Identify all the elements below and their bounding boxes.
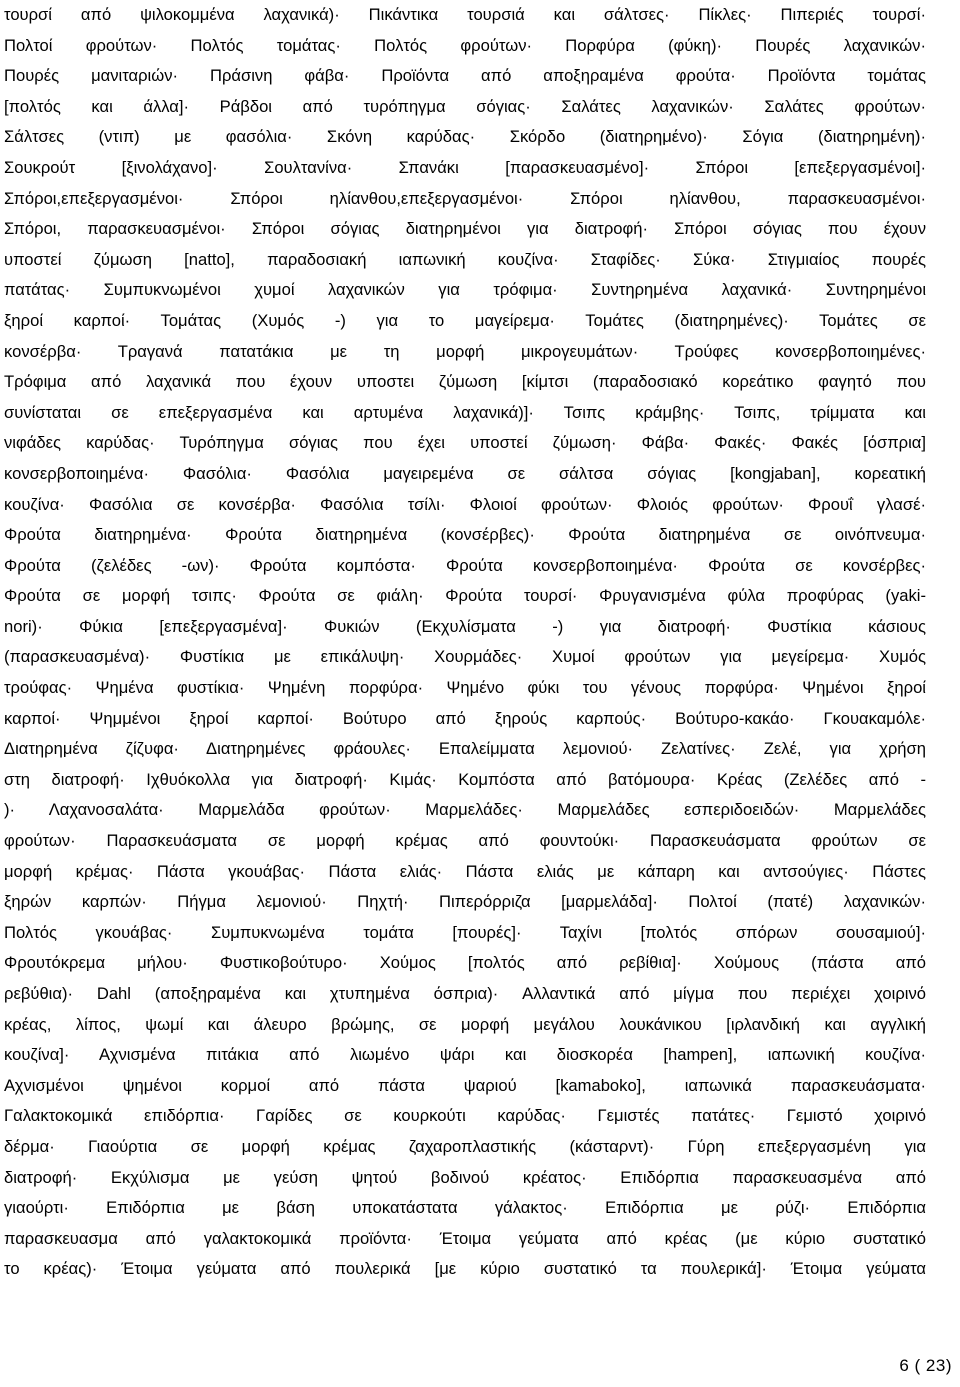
text-line: υποστεί ζύμωση [natto], παραδοσιακή ιαπωνική κουζίνα· Σταφίδες· Σύκα· Στιγμιαίος πουρές	[4, 249, 926, 269]
text-line: Σπόροι, παρασκευασμένοι· Σπόροι σόγιας διατηρημένοι για διατροφή· Σπόροι σόγιας που έχουν	[4, 219, 926, 239]
text-line: κρέας, λίπος, ψωμί και άλευρο βρώμης, σε μορφή μεγάλου λουκάνικου [ιρλανδική και αγγλική	[4, 1014, 926, 1034]
text-line: Γαλακτοκομικά επιδόρπια· Γαρίδες σε κουρκούτι καρύδας· Γεμιστές πατάτες· Γεμιστό χοιρινό	[4, 1106, 926, 1126]
text-line: Αχνισμένοι ψημένοι κορμοί από πάστα ψαριού [kamaboko], ιαπωνικά παρασκευάσματα·	[4, 1075, 926, 1095]
text-line: Σουκρούτ [ξινολάχανο]· Σουλτανίνα· Σπανάκι [παρασκευασμένο]· Σπόροι [επεξεργασμένοι]·	[4, 157, 926, 177]
text-line: τρούφας· Ψημένα φυστίκια· Ψημένη πορφύρα· Ψημένο φύκι του γένους πορφύρα· Ψημένοι ξηροί	[4, 678, 926, 698]
document-page	[4, 0, 926, 1285]
text-line: (παρασκευασμένα)· Φυστίκια με επικάλυψη· Χουρμάδες· Χυμοί φρούτων για μεγείρεμα· Χυμός	[4, 647, 926, 667]
text-line: Τρόφιμα από λαχανικά που έχουν υποστει ζύμωση [κίμτσι (παραδοσιακό κορεάτικο φαγητό που	[4, 372, 926, 392]
page-number: 6 ( 23)	[899, 1356, 952, 1375]
text-line: καρποί· Ψημμένοι ξηροί καρποί· Βούτυρο από ξηρούς καρπούς· Βούτυρο-κακάο· Γκουακαμόλε·	[4, 708, 926, 728]
text-line: τουρσί από ψιλοκομμένα λαχανικά)· Πικάντικα τουρσιά και σάλτσες· Πίκλες· Πιπεριές τουρσί·	[4, 5, 926, 24]
text-line: πατάτας· Συμπυκνωμένοι χυμοί λαχανικών για τρόφιμα· Συντηρημένα λαχανικά· Συντηρημένοι	[4, 280, 926, 300]
text-line: Φρούτα (ζελέδες -ων)· Φρούτα κομπόστα· Φρούτα κονσερβοποιημένα· Φρούτα σε κονσέρβες·	[4, 555, 926, 575]
text-line: νιφάδες καρύδας· Τυρόπηγμα σόγιας που έχει υποστεί ζύμωση· Φάβα· Φακές· Φακές [όσπρια]	[4, 433, 926, 453]
text-line: Σπόροι,επεξεργασμένοι· Σπόροι ηλίανθου,επεξεργασμένοι· Σπόροι ηλίανθου, παρασκευασμένοι·	[4, 188, 926, 208]
body-text	[4, 0, 926, 1285]
text-line: ρεβύθια)· Dahl (αποξηραμένα και χτυπημένα όσπρια)· Αλλαντικά από μίγμα που περιέχει χοιρινό	[4, 984, 926, 1003]
text-line: Φρούτα σε μορφή τσιπς· Φρούτα σε φιάλη· Φρούτα τουρσί· Φρυγανισμένα φύλα προφύρας (yaki-	[4, 586, 926, 606]
text-line: Σάλτσες (ντιπ) με φασόλια· Σκόνη καρύδας· Σκόρδο (διατηρημένο)· Σόγια (διατηρημένη)·	[4, 127, 926, 147]
text-line: στη διατροφή· Ιχθυόκολλα για διατροφή· Κιμάς· Κομπόστα από βατόμουρα· Κρέας (Ζελέδες από -	[4, 769, 926, 789]
text-line: ξηρών καρπών· Πήγμα λεμονιού· Πηχτή· Πιπερόρριζα [μαρμελάδα]· Πολτοί (πατέ) λαχανικών·	[4, 892, 926, 912]
text-line: [πολτός και άλλα]· Ράβδοι από τυρόπηγμα σόγιας· Σαλάτες λαχανικών· Σαλάτες φρούτων·	[4, 96, 926, 116]
text-line: μορφή κρέμας· Πάστα γκουάβας· Πάστα ελιάς· Πάστα ελιάς με κάπαρη και αντσούγιες· Πάστες	[4, 861, 926, 881]
text-line: Πουρές μανιταριών· Πράσινη φάβα· Προϊόντα από αποξηραμένα φρούτα· Προϊόντα τομάτας	[4, 66, 926, 86]
text-line: Διατηρημένα ζίζυφα· Διατηρημένες φράουλες· Επαλείμματα λεμονιού· Ζελατίνες· Ζελέ, για χρήση	[4, 739, 926, 759]
text-line: )· Λαχανοσαλάτα· Μαρμελάδα φρούτων· Μαρμελάδες· Μαρμελάδες εσπεριδοειδών· Μαρμελάδες	[4, 800, 926, 820]
text-line: nori)· Φύκια [επεξεργασμένα]· Φυκιών (Εκχυλίσματα -) για διατροφή· Φυστίκια κάσιους	[4, 616, 926, 636]
text-line: κονσερβοποιημένα· Φασόλια· Φασόλια μαγειρεμένα σε σάλτσα σόγιας [kongjaban], κορεατική	[4, 463, 926, 483]
text-line: Πολτός γκουάβας· Συμπυκνωμένα τομάτα [πουρές]· Ταχίνι [πολτός σπόρων σουσαμιού]·	[4, 922, 926, 942]
text-line: Φρούτα διατηρημένα· Φρούτα διατηρημένα (κονσέρβες)· Φρούτα διατηρημένα σε οινόπνευμα·	[4, 525, 926, 545]
text-line: παρασκευασμα από γαλακτοκομικά προϊόντα· Έτοιμα γεύματα από κρέας (με κύριο συστατικό	[4, 1228, 926, 1248]
text-line: κουζίνα]· Αχνισμένα πιτάκια από λιωμένο ψάρι και διοσκορέα [hampen], ιαπωνική κουζίνα·	[4, 1045, 926, 1065]
text-line: δέρμα· Γιαούρτια σε μορφή κρέμας ζαχαροπλαστικής (κάσταρντ)· Γύρη επεξεργασμένη για	[4, 1136, 926, 1156]
text-line: κουζίνα· Φασόλια σε κονσέρβα· Φασόλια τσίλι· Φλοιοί φρούτων· Φλοιός φρούτων· Φρουΐ γλασέ·	[4, 494, 926, 514]
text-line: κονσέρβα· Τραγανά πατατάκια με τη μορφή μικρογευμάτων· Τρούφες κονσερβοποιημένες·	[4, 341, 926, 361]
text-line: Πολτοί φρούτων· Πολτός τομάτας· Πολτός φρούτων· Πορφύρα (φύκη)· Πουρές λαχανικών·	[4, 35, 926, 55]
text-line: συνίσταται σε επεξεργασμένα και αρτυμένα λαχανικά)]· Τσιπς κράμβης· Τσιπς, τρίμματα και	[4, 402, 926, 422]
text-line: διατροφή· Εκχύλισμα με γεύση ψητού βοδινού κρέατος· Επιδόρπια παρασκευασμένα από	[4, 1167, 926, 1187]
text-line: Φρουτόκρεμα μήλου· Φυστικοβούτυρο· Χούμος [πολτός από ρεβίθια]· Χούμους (πάστα από	[4, 953, 926, 973]
text-line: γιαούρτι· Επιδόρπια με βάση υποκατάστατα γάλακτος· Επιδόρπια με ρύζι· Επιδόρπια	[4, 1198, 926, 1218]
text-line: φρούτων· Παρασκευάσματα σε μορφή κρέμας από φουντούκι· Παρασκευάσματα φρούτων σε	[4, 831, 926, 851]
text-line: το κρέας)· Έτοιμα γεύματα από πουλερικά [με κύριο συστατικό τα πουλερικά]· Έτοιμα γεύματα	[4, 1259, 926, 1279]
text-line: ξηροί καρποί· Τομάτας (Χυμός -) για το μαγείρεμα· Τομάτες (διατηρημένες)· Τομάτες σε	[4, 310, 926, 330]
